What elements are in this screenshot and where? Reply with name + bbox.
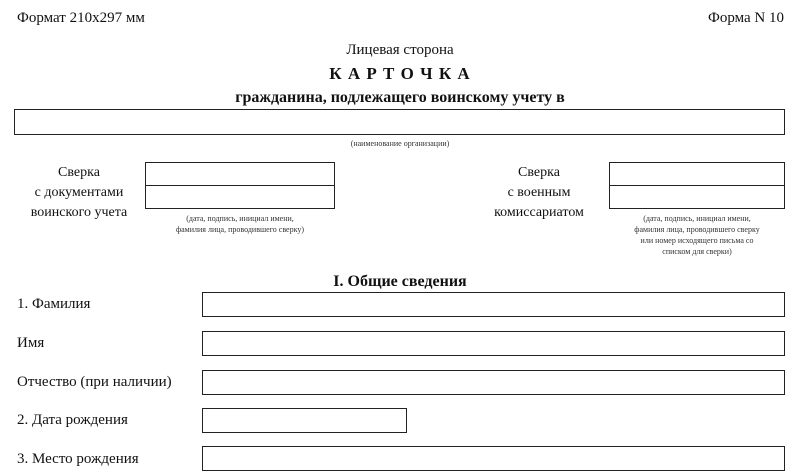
- left-reconcile-line: Сверка: [58, 165, 100, 180]
- field-label-patronymic: Отчество (при наличии): [17, 374, 172, 390]
- caption-line: (дата, подпись, инициал имени,: [643, 214, 751, 223]
- caption-line: фамилия лица, проводившего сверку: [634, 225, 760, 234]
- birth-place-input[interactable]: [202, 446, 785, 471]
- organization-caption: (наименование организации): [350, 139, 450, 148]
- right-reconcile-field-1[interactable]: [609, 162, 785, 186]
- left-reconcile-line: с документами: [34, 185, 124, 200]
- caption-line: (дата, подпись, инициал имени,: [186, 214, 294, 223]
- surname-input[interactable]: [202, 292, 785, 317]
- field-label-birth-date: 2. Дата рождения: [17, 412, 128, 428]
- right-reconcile-line: с военным: [507, 185, 571, 200]
- right-reconcile-line: комиссариатом: [494, 205, 584, 220]
- patronymic-input[interactable]: [202, 370, 785, 395]
- card-title: К А Р Т О Ч К А: [329, 64, 471, 83]
- birth-date-input[interactable]: [202, 408, 407, 433]
- field-label-surname: 1. Фамилия: [17, 296, 91, 312]
- section-title: I. Общие сведения: [333, 273, 467, 290]
- form-number: Форма N 10: [707, 10, 784, 26]
- organization-field[interactable]: [14, 109, 785, 135]
- right-reconcile-caption: [605, 213, 789, 257]
- name-input[interactable]: [202, 331, 785, 356]
- right-reconcile-label: [475, 163, 603, 223]
- field-label-name: Имя: [17, 335, 45, 351]
- left-reconcile-label: [15, 163, 143, 223]
- field-label-birth-place: 3. Место рождения: [17, 451, 139, 467]
- left-reconcile-line: воинского учета: [30, 205, 128, 220]
- left-reconcile-caption: [145, 213, 335, 235]
- format-label: Формат 210x297 мм: [17, 10, 145, 26]
- right-reconcile-line: Сверка: [518, 165, 560, 180]
- caption-line: или номер исходящего письма со: [640, 236, 754, 245]
- caption-line: фамилия лица, проводившего сверку): [175, 225, 305, 234]
- side-label: Лицевая сторона: [346, 42, 454, 58]
- right-reconcile-field-2[interactable]: [609, 185, 785, 209]
- left-reconcile-field-2[interactable]: [145, 185, 335, 209]
- card-subtitle: гражданина, подлежащего воинскому учету в: [235, 89, 565, 106]
- left-reconcile-field-1[interactable]: [145, 162, 335, 186]
- caption-line: списком для сверки): [662, 247, 732, 256]
